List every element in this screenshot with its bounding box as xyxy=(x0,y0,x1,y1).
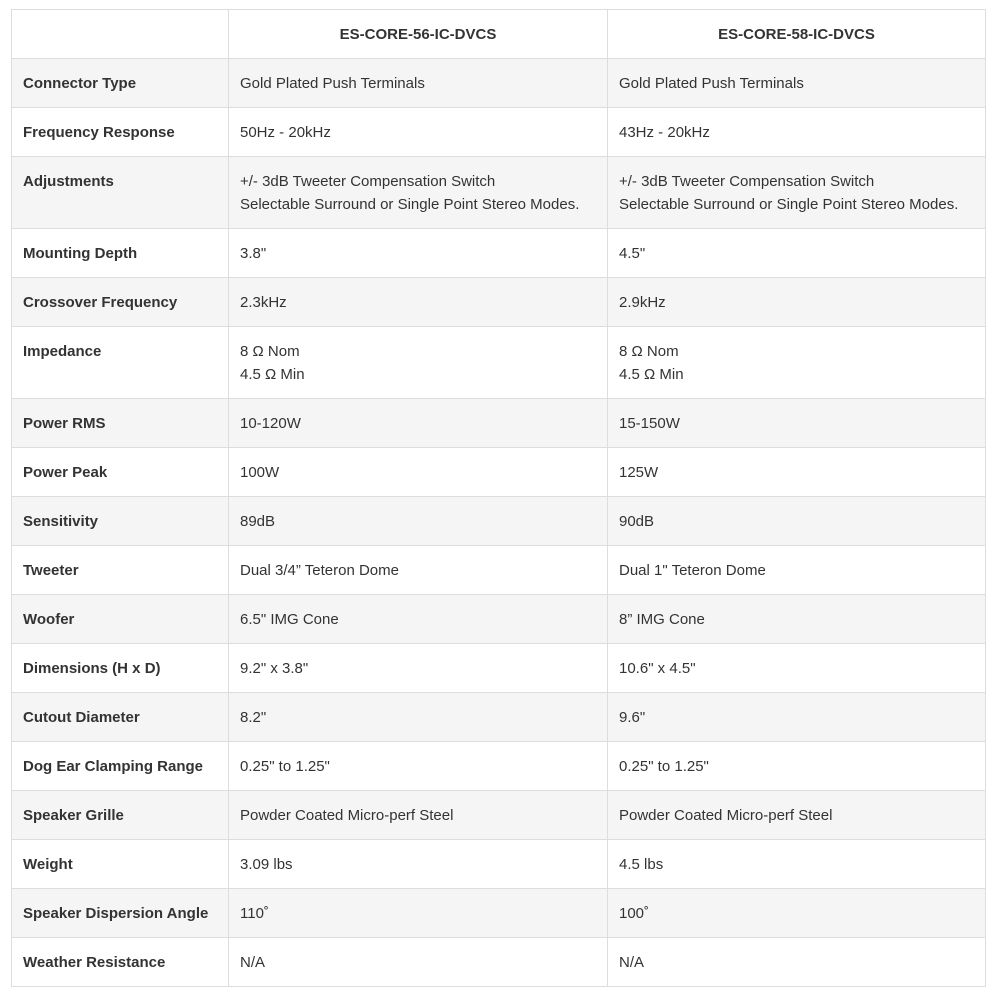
spec-value-model-2 xyxy=(608,546,986,595)
table-row xyxy=(12,327,986,399)
spec-value-line: 4.5 Ω Min xyxy=(240,366,305,383)
spec-value-model-1 xyxy=(229,108,608,157)
table-row xyxy=(12,840,986,889)
table-row xyxy=(12,938,986,987)
spec-value-model-2 xyxy=(608,59,986,108)
spec-value-line: 3.8" xyxy=(240,245,267,262)
table-row xyxy=(12,157,986,229)
spec-value-line: 50Hz - 20kHz xyxy=(240,124,331,141)
spec-value-line: 43Hz - 20kHz xyxy=(619,124,710,141)
spec-label: Speaker Grille xyxy=(12,791,229,840)
spec-label: Crossover Frequency xyxy=(12,278,229,327)
spec-value-model-1 xyxy=(229,693,608,742)
spec-label: Speaker Dispersion Angle xyxy=(12,889,229,938)
table-row xyxy=(12,546,986,595)
spec-value-model-2 xyxy=(608,108,986,157)
table-row xyxy=(12,59,986,108)
spec-value-line: 4.5" xyxy=(619,245,646,262)
spec-value-line: Selectable Surround or Single Point Stereo Modes. xyxy=(619,196,959,213)
spec-value-line: Dual 1" Teteron Dome xyxy=(619,562,766,579)
table-row xyxy=(12,693,986,742)
spec-value-line: 0.25" to 1.25" xyxy=(619,758,709,775)
table-row xyxy=(12,399,986,448)
spec-value-model-2 xyxy=(608,278,986,327)
spec-value-line: 2.3kHz xyxy=(240,294,287,311)
spec-value-line: 8 Ω Nom xyxy=(240,343,300,360)
spec-value-model-2 xyxy=(608,448,986,497)
spec-value-model-1 xyxy=(229,327,608,399)
table-row xyxy=(12,278,986,327)
table-row xyxy=(12,497,986,546)
spec-value-model-1 xyxy=(229,399,608,448)
spec-value-model-1 xyxy=(229,595,608,644)
spec-value-model-2 xyxy=(608,791,986,840)
table-header-row xyxy=(12,10,986,59)
spec-value-line: +/- 3dB Tweeter Compensation Switch xyxy=(240,173,496,190)
spec-value-model-2 xyxy=(608,595,986,644)
spec-value-line: 15-150W xyxy=(619,415,680,432)
spec-value-model-1 xyxy=(229,938,608,987)
spec-value-model-1 xyxy=(229,644,608,693)
table-row xyxy=(12,595,986,644)
spec-label: Woofer xyxy=(12,595,229,644)
spec-label: Sensitivity xyxy=(12,497,229,546)
spec-value-line: N/A xyxy=(240,954,266,971)
spec-value-line: 100W xyxy=(240,464,280,481)
table-row xyxy=(12,644,986,693)
spec-value-model-2 xyxy=(608,229,986,278)
spec-value-line: Selectable Surround or Single Point Stereo Modes. xyxy=(240,196,580,213)
spec-value-line: 0.25" to 1.25" xyxy=(240,758,330,775)
spec-label: Dimensions (H x D) xyxy=(12,644,229,693)
spec-value-model-1 xyxy=(229,791,608,840)
spec-value-line: 2.9kHz xyxy=(619,294,666,311)
spec-value-line: 10-120W xyxy=(240,415,301,432)
spec-value-model-2 xyxy=(608,644,986,693)
spec-value-model-1 xyxy=(229,840,608,889)
spec-value-model-1 xyxy=(229,448,608,497)
spec-value-model-2 xyxy=(608,497,986,546)
spec-value-model-2 xyxy=(608,399,986,448)
spec-label: Weight xyxy=(12,840,229,889)
spec-value-line: 8” IMG Cone xyxy=(619,611,705,628)
table-row xyxy=(12,791,986,840)
spec-value-line: Gold Plated Push Terminals xyxy=(240,75,425,92)
spec-value-line: 8.2" xyxy=(240,709,267,726)
spec-value-model-1 xyxy=(229,546,608,595)
spec-label: Frequency Response xyxy=(12,108,229,157)
spec-label: Connector Type xyxy=(12,59,229,108)
spec-label: Dog Ear Clamping Range xyxy=(12,742,229,791)
spec-value-model-2 xyxy=(608,938,986,987)
spec-value-line: 10.6" x 4.5" xyxy=(619,660,696,677)
spec-value-line: Powder Coated Micro-perf Steel xyxy=(240,807,454,824)
spec-label: Cutout Diameter xyxy=(12,693,229,742)
spec-value-model-1 xyxy=(229,157,608,229)
spec-value-line: 8 Ω Nom xyxy=(619,343,679,360)
spec-value-line: +/- 3dB Tweeter Compensation Switch xyxy=(619,173,875,190)
spec-label: Adjustments xyxy=(12,157,229,229)
spec-label: Impedance xyxy=(12,327,229,399)
spec-value-model-2 xyxy=(608,327,986,399)
spec-value-line: 89dB xyxy=(240,513,276,530)
table-row xyxy=(12,229,986,278)
spec-value-line: Dual 3/4” Teteron Dome xyxy=(240,562,399,579)
header-corner-cell xyxy=(12,10,229,59)
spec-value-line: 9.6" xyxy=(619,709,646,726)
spec-value-line: 3.09 lbs xyxy=(240,856,293,873)
spec-value-line: 4.5 Ω Min xyxy=(619,366,684,383)
spec-label: Weather Resistance xyxy=(12,938,229,987)
table-row xyxy=(12,108,986,157)
spec-value-line: 9.2" x 3.8" xyxy=(240,660,309,677)
spec-label: Mounting Depth xyxy=(12,229,229,278)
spec-value-line: Gold Plated Push Terminals xyxy=(619,75,804,92)
spec-value-model-2 xyxy=(608,889,986,938)
spec-value-model-2 xyxy=(608,840,986,889)
table-row xyxy=(12,889,986,938)
model-header-2: ES-CORE-58-IC-DVCS xyxy=(608,10,986,59)
spec-label: Power RMS xyxy=(12,399,229,448)
spec-value-line: N/A xyxy=(619,954,645,971)
spec-label: Tweeter xyxy=(12,546,229,595)
spec-value-line: 90dB xyxy=(619,513,655,530)
model-header-1: ES-CORE-56-IC-DVCS xyxy=(229,10,608,59)
spec-value-line: Powder Coated Micro-perf Steel xyxy=(619,807,833,824)
table-row xyxy=(12,448,986,497)
spec-value-model-1 xyxy=(229,889,608,938)
spec-value-line: 6.5" IMG Cone xyxy=(240,611,339,628)
spec-value-model-1 xyxy=(229,229,608,278)
spec-value-model-1 xyxy=(229,59,608,108)
spec-value-line: 4.5 lbs xyxy=(619,856,664,873)
spec-value-line: 125W xyxy=(619,464,659,481)
spec-value-model-2 xyxy=(608,693,986,742)
table-body xyxy=(12,59,986,987)
spec-value-model-1 xyxy=(229,278,608,327)
spec-label: Power Peak xyxy=(12,448,229,497)
spec-value-line: 100˚ xyxy=(619,905,650,922)
spec-value-model-2 xyxy=(608,742,986,791)
spec-value-model-2 xyxy=(608,157,986,229)
spec-value-model-1 xyxy=(229,742,608,791)
spec-value-line: 110˚ xyxy=(240,905,269,922)
spec-comparison-table xyxy=(11,9,986,987)
table-row xyxy=(12,742,986,791)
spec-value-model-1 xyxy=(229,497,608,546)
